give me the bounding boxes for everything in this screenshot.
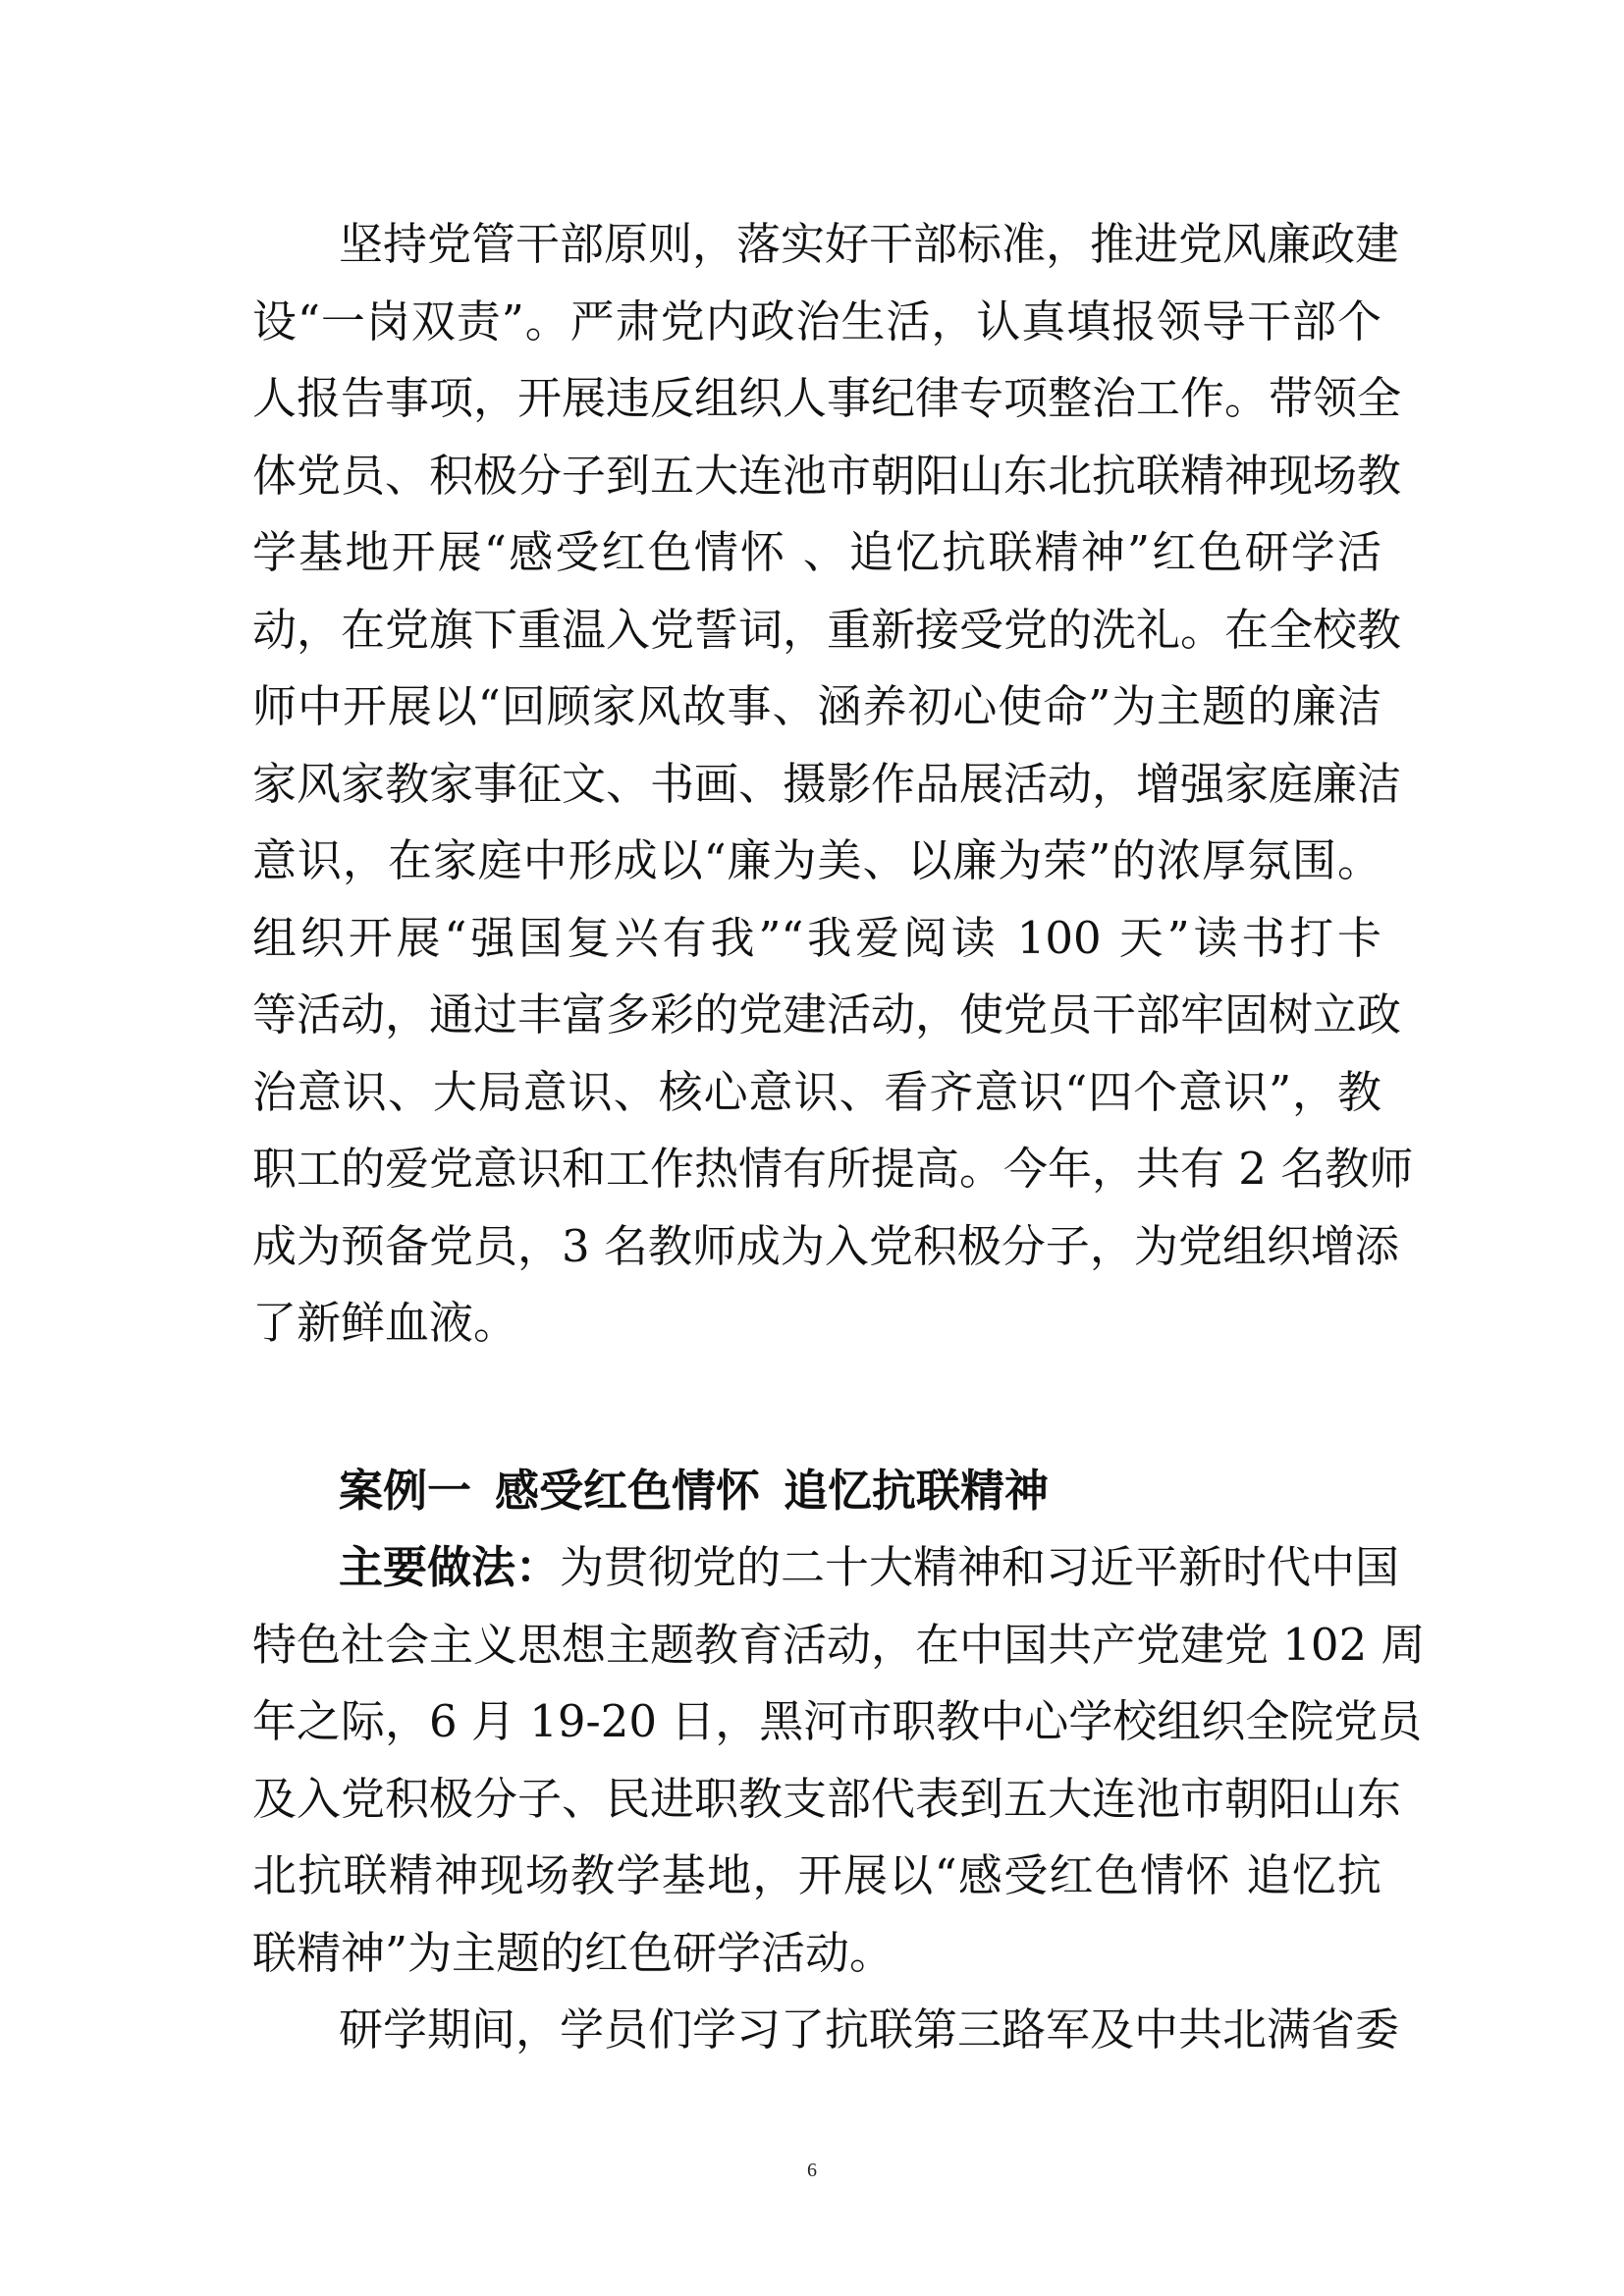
section-spacer: [252, 1362, 1381, 1453]
case-heading-title-part2: 追忆抗联精神: [784, 1464, 1050, 1517]
text-line: 组织开展“强国复兴有我”“我爱阅读 100 天”读书打卡: [252, 911, 1381, 964]
text-line: 等活动，通过丰富多彩的党建活动，使党员干部牢固树立政: [252, 988, 1402, 1041]
case-heading: [252, 1453, 1381, 1530]
text-line: [252, 1529, 1400, 1607]
text-line: 了新鲜血液。: [252, 1297, 518, 1349]
text-line: 人报告事项，开展违反组织人事纪律专项整治工作。带领全: [252, 372, 1402, 424]
text-line: 联精神”为主题的红色研学活动。: [252, 1926, 894, 1979]
lead-text: 为贯彻党的二十大精神和习近平新时代中国: [560, 1541, 1400, 1593]
text-line: 及入党积极分子、民进职教支部代表到五大连池市朝阳山东: [252, 1772, 1402, 1825]
text-line: 意识，在家庭中形成以“廉为美、以廉为荣”的浓厚氛围。: [252, 834, 1381, 886]
case-heading-number: 案例一: [339, 1464, 472, 1517]
text-line: 成为预备党员，3 名教师成为入党积极分子，为党组织增添: [252, 1219, 1399, 1272]
text-line: 坚持党管干部原则，落实好干部标准，推进党风廉政建: [339, 218, 1400, 270]
text-line: 师中开展以“回顾家风故事、涵养初心使命”为主题的廉洁: [252, 680, 1381, 732]
text-line: 动，在党旗下重温入党誓词，重新接受党的洗礼。在全校教: [252, 603, 1402, 656]
text-line: 特色社会主义思想主题教育活动，在中国共产党建党 102 周: [252, 1618, 1426, 1671]
text-line: 家风家教家事征文、书画、摄影作品展活动，增强家庭廉洁: [252, 757, 1402, 810]
paragraph-study-period: [252, 1992, 1400, 2069]
text-line: 年之际，6 月 19-20 日，黑河市职教中心学校组织全院党员: [252, 1695, 1423, 1747]
text-line: 体党员、积极分子到五大连池市朝阳山东北抗联精神现场教: [252, 449, 1402, 502]
text-line: 北抗联精神现场教学基地，开展以“感受红色情怀 追忆抗: [252, 1849, 1381, 1901]
paragraph-main-approach: [252, 1529, 1426, 1992]
page-number: 6: [807, 2160, 817, 2181]
paragraph-party-building: [252, 206, 1414, 1362]
text-line: 治意识、大局意识、核心意识、看齐意识“四个意识”，教: [252, 1065, 1381, 1118]
lead-label: 主要做法：: [339, 1541, 561, 1593]
text-line: 学基地开展“感受红色情怀 、追忆抗联精神”红色研学活: [252, 526, 1381, 578]
text-line: 设“一岗双责”。严肃党内政治生活，认真填报领导干部个: [252, 294, 1381, 347]
text-line: 职工的爱党意识和工作热情有所提高。今年，共有 2 名教师: [252, 1143, 1414, 1195]
document-page: [252, 206, 1426, 2069]
case-heading-title-part1: 感受红色情怀: [495, 1464, 761, 1517]
text-line: 研学期间，学员们学习了抗联第三路军及中共北满省委: [339, 2003, 1400, 2056]
